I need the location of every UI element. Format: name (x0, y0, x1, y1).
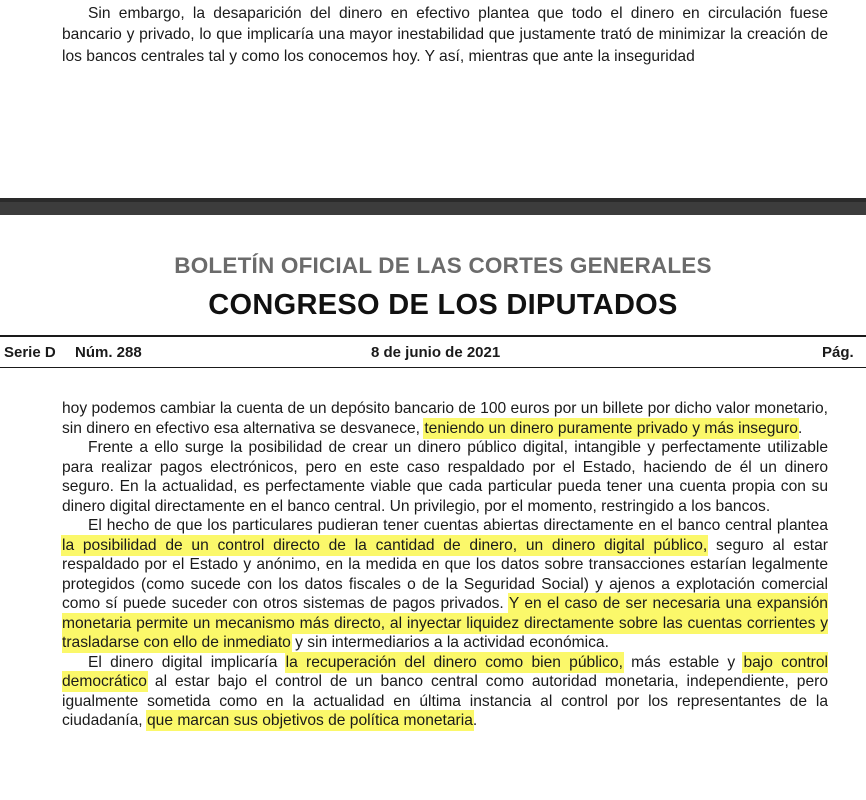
page-separator (0, 198, 866, 215)
paragraph-1: hoy podemos cambiar la cuenta de un depósito bancario de 100 euros por un billete por dicho valor monetario, sin dinero en efectivo esa alternativa se desvanece, teniendo un dinero puramente privado y más inseguro. (62, 400, 828, 437)
highlighted-phrase: la recuperación del dinero como bien público, (285, 653, 623, 671)
boletin-title: BOLETÍN OFICIAL DE LAS CORTES GENERALES (174, 253, 712, 278)
page-label: Pág. (822, 344, 854, 361)
highlighted-phrase: la posibilidad de un control directo de la cantidad de dinero, un dinero digital público, (62, 536, 708, 554)
paragraph-3: El hecho de que los particulares pudieran tener cuentas abiertas directamente en el banco central plantea la posibilidad de un control directo de la cantidad de dinero, un dinero digital público, seguro al estar respaldado por el Estado y anónimo, en la medida en que los datos sobre transacciones estarían legalmente protegidos (como sucede con los datos fiscales o de la Seguridad Social) y ajenos a explotación comercial como sí puede suceder con otros sistemas de pagos privados. Y en el caso de ser necesaria una expansión monetaria permite un mecanismo más directo, al inyectar liquidez directamente sobre las cuentas corrientes y trasladarse con ello de inmediato y sin intermediarios a la actividad económica. (62, 517, 828, 651)
current-page (0, 215, 866, 800)
serie-label: Serie D (4, 344, 56, 361)
previous-page (0, 0, 866, 198)
highlighted-phrase: Y en el caso de ser necesaria una expansión monetaria permite un mecanismo más directo, al inyectar liquidez directamente sobre las cuentas corrientes y trasladarse con ello de inmediato (62, 595, 828, 651)
paragraph-2: Frente a ello surge la posibilidad de crear un dinero público digital, intangible y perfectamente utilizable para realizar pagos electrónicos, pero en este caso respaldado por el Estado, haciendo de él un dinero seguro. En la actualidad, es perfectamente viable que cada particular pueda tener una cuenta propia con su dinero digital directamente en el banco central. Un privilegio, por el momento, restringido a los bancos. (62, 439, 828, 515)
header-rule-top (0, 335, 866, 337)
highlighted-phrase: bajo control democrático (62, 653, 828, 690)
congreso-title: CONGRESO DE LOS DIPUTADOS (208, 289, 678, 321)
highlighted-phrase: que marcan sus objetivos de política monetaria (146, 712, 473, 729)
highlighted-phrase: teniendo un dinero puramente privado y más inseguro (424, 419, 798, 437)
paragraph-4: El dinero digital implicaría la recuperación del dinero como bien público, más estable y bajo control democrático al estar bajo el control de un banco central como autoridad monetaria, independiente, pero igualmente sometida como en la actualidad en última instancia al control por los representantes de la ciudadanía, que marcan sus objetivos de política monetaria. (62, 653, 828, 729)
publication-meta-row (0, 344, 866, 364)
issue-number: Núm. 288 (75, 344, 142, 361)
previous-page-text (62, 3, 828, 67)
previous-page-paragraph: Sin embargo, la desaparición del dinero en efectivo plantea que todo el dinero en circulación fuese bancario y privado, lo que implicaría una mayor inestabilidad que justamente trató de minimizar la creación de los bancos centrales tal y como los conocemos hoy. Y así, mientras que ante la inseguridad (62, 5, 828, 65)
publication-date: 8 de junio de 2021 (371, 344, 501, 361)
header-rule-bottom (0, 367, 866, 368)
document-body (62, 399, 828, 731)
